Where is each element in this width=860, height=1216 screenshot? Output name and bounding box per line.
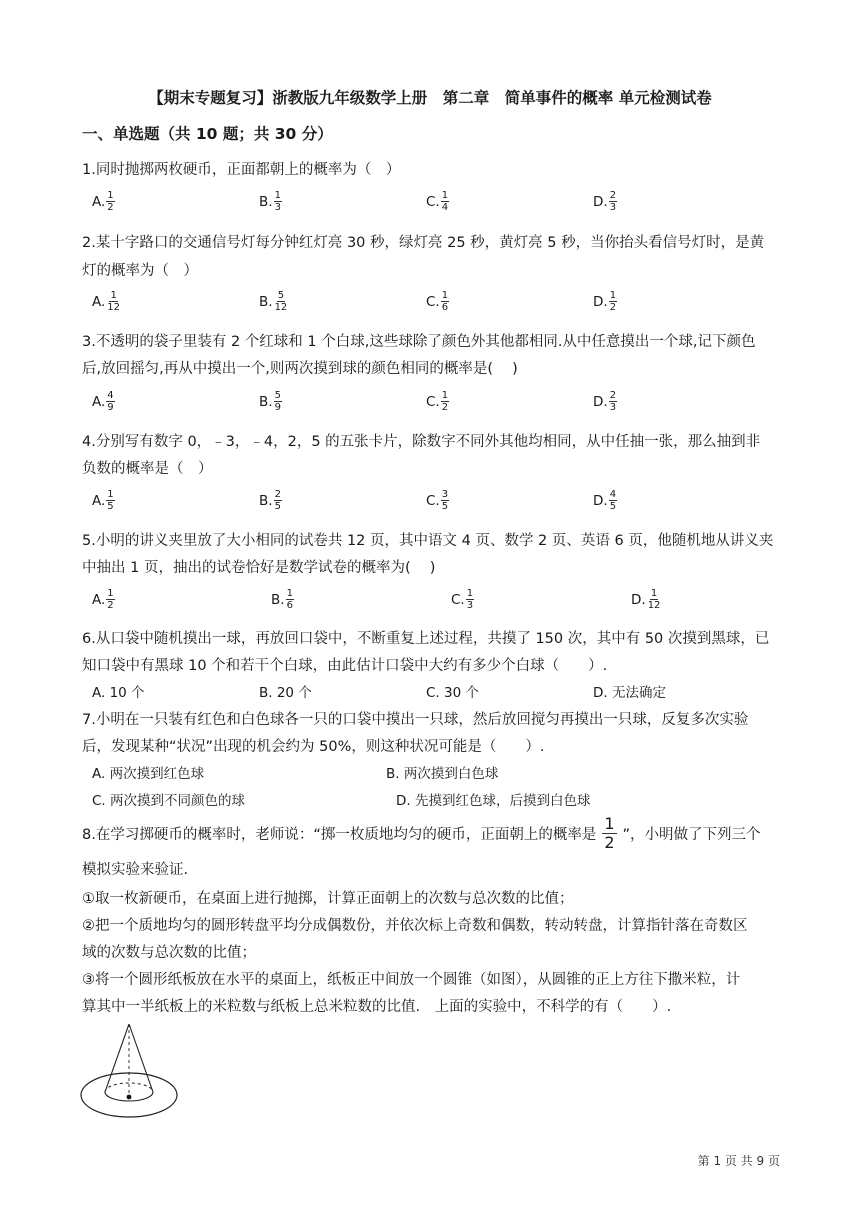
fraction: $\frac{5}{9}$ — [274, 390, 281, 413]
q1-option-a[interactable]: A. $\frac{1}{2}$ — [92, 190, 114, 213]
q4-option-b[interactable]: B. $\frac{2}{5}$ — [259, 489, 281, 512]
cone-left-edge — [105, 1024, 129, 1092]
cone-right-edge — [129, 1024, 153, 1092]
q7-option-d[interactable]: D. 先摸到红色球，后摸到白色球 — [396, 793, 591, 809]
section-heading: 一、单选题（共 10 题；共 30 分） — [82, 125, 333, 143]
q4-option-a[interactable]: A. $\frac{1}{5}$ — [92, 489, 114, 512]
center-dot — [127, 1095, 132, 1100]
question-6-stem-line1: 6.从口袋中随机摸出一球，再放回口袋中，不断重复上述过程，共摸了 150 次，其中有 50 次摸到黑球，已 — [82, 631, 770, 647]
q6-option-d[interactable]: D. 无法确定 — [593, 685, 666, 701]
cone-on-disc-figure — [78, 1020, 208, 1130]
question-6-stem-line2: 知口袋中有黑球 10 个和若干个白球，由此估计口袋中大约有多少个白球（ ）. — [82, 658, 608, 674]
q8-experiment-2-line1: ②把一个质地均匀的圆形转盘平均分成偶数份，并依次标上奇数和偶数，转动转盘，计算指针落在奇数区 — [82, 918, 748, 934]
fraction: $\frac{5}{12}$ — [274, 290, 288, 313]
q1-option-b[interactable]: B. $\frac{1}{3}$ — [259, 190, 281, 213]
question-4-stem-line2: 负数的概率是（ ） — [82, 461, 213, 477]
question-4-stem-line1: 4.分别写有数字 0，﹣3，﹣4，2，5 的五张卡片，除数字不同外其他均相同，从中任抽一张，那么抽到非 — [82, 434, 761, 450]
q8-experiment-2-line2: 域的次数与总次数的比值； — [82, 945, 256, 961]
q5-option-d[interactable]: D. $\frac{1}{12}$ — [631, 588, 661, 611]
q8-stem-part1: 8.在学习掷硬币的概率时，老师说：“掷一枚质地均匀的硬币，正面朝上的概率是 — [82, 827, 597, 843]
page-footer: 第 1 页 共 9 页 — [697, 1154, 780, 1168]
q3-option-d[interactable]: D. $\frac{2}{3}$ — [593, 390, 617, 413]
fraction: $\frac{1}{5}$ — [107, 489, 114, 512]
q2-option-c[interactable]: C. $\frac{1}{6}$ — [426, 290, 449, 313]
fraction: $\frac{1}{3}$ — [274, 190, 281, 213]
q2-option-d[interactable]: D. $\frac{1}{2}$ — [593, 290, 617, 313]
fraction: $\frac{1}{12}$ — [107, 290, 121, 313]
q3-option-b[interactable]: B. $\frac{5}{9}$ — [259, 390, 281, 413]
question-2-stem-line2: 灯的概率为（ ） — [82, 263, 198, 279]
question-8-stem-line2: 模拟实验来验证. — [82, 862, 189, 878]
fraction: $\frac{4}{9}$ — [107, 390, 114, 413]
fraction: $\frac{1}{4}$ — [441, 190, 449, 213]
q3-option-a[interactable]: A. $\frac{4}{9}$ — [92, 390, 114, 413]
fraction: $\frac{1}{2}$ — [107, 588, 114, 611]
question-5-stem-line2: 中抽出 1 页，抽出的试卷恰好是数学试卷的概率为( ) — [82, 560, 436, 576]
q3-option-c[interactable]: C. $\frac{1}{2}$ — [426, 390, 449, 413]
q2-option-a[interactable]: A. $\frac{1}{12}$ — [92, 290, 121, 313]
fraction: $\frac{1}{2}$ — [441, 390, 449, 413]
q7-option-c[interactable]: C. 两次摸到不同颜色的球 — [92, 793, 246, 809]
q6-option-a[interactable]: A. 10 个 — [92, 685, 145, 701]
question-7-stem-line1: 7.小明在一只装有红色和白色球各一只的口袋中摸出一只球，然后放回搅匀再摸出一只球，反复多次实验 — [82, 712, 749, 728]
q1-option-d[interactable]: D. $\frac{2}{3}$ — [593, 190, 617, 213]
q7-option-b[interactable]: B. 两次摸到白色球 — [386, 766, 499, 782]
q4-option-d[interactable]: D. $\frac{4}{5}$ — [593, 489, 617, 512]
fraction: $\frac{2}{3}$ — [609, 190, 617, 213]
q8-stem-part2: ”，小明做了下列三个 — [622, 827, 761, 843]
q5-option-b[interactable]: B. $\frac{1}{6}$ — [271, 588, 293, 611]
fraction: $\frac{2}{5}$ — [274, 489, 281, 512]
question-3-stem-line2: 后,放回摇匀,再从中摸出一个,则两次摸到球的颜色相同的概率是( ) — [82, 361, 518, 377]
fraction: $\frac{4}{5}$ — [609, 489, 617, 512]
fraction: $\frac{1}{12}$ — [647, 588, 661, 611]
q6-option-c[interactable]: C. 30 个 — [426, 685, 479, 701]
q8-experiment-3-line2: 算其中一半纸板上的米粒数与纸板上总米粒数的比值. 上面的实验中，不科学的有（ ）. — [82, 999, 672, 1015]
q7-option-a[interactable]: A. 两次摸到红色球 — [92, 766, 205, 782]
fraction: $\frac{3}{5}$ — [441, 489, 449, 512]
q8-experiment-3-line1: ③将一个圆形纸板放在水平的桌面上，纸板正中间放一个圆锥（如图），从圆锥的正上方往下撒米粒，计 — [82, 972, 741, 988]
question-3-stem-line1: 3.不透明的袋子里装有 2 个红球和 1 个白球,这些球除了颜色外其他都相同.从中任意摸出一个球,记下颜色 — [82, 334, 756, 350]
question-7-stem-line2: 后，发现某种“状况”出现的机会约为 50%，则这种状况可能是（ ）. — [82, 739, 545, 755]
q8-experiment-1: ①取一枚新硬币，在桌面上进行抛掷，计算正面朝上的次数与总次数的比值； — [82, 891, 574, 907]
question-2-stem-line1: 2.某十字路口的交通信号灯每分钟红灯亮 30 秒，绿灯亮 25 秒，黄灯亮 5 秒，当你抬头看信号灯时，是黄 — [82, 235, 765, 251]
fraction: $\frac{1}{2}$ — [609, 290, 617, 313]
q1-option-c[interactable]: C. $\frac{1}{4}$ — [426, 190, 449, 213]
fraction: $\frac{1}{6}$ — [286, 588, 293, 611]
q5-option-a[interactable]: A. $\frac{1}{2}$ — [92, 588, 114, 611]
q5-option-c[interactable]: C. $\frac{1}{3}$ — [451, 588, 474, 611]
question-5-stem-line1: 5.小明的讲义夹里放了大小相同的试卷共 12 页，其中语文 4 页、数学 2 页、英语 6 页，他随机地从讲义夹 — [82, 533, 774, 549]
question-1-stem: 1.同时抛掷两枚硬币，正面都朝上的概率为（ ） — [82, 162, 401, 178]
fraction: $\frac{1}{3}$ — [466, 588, 474, 611]
fraction: $\frac{2}{3}$ — [609, 390, 617, 413]
fraction: $\frac{1}{6}$ — [441, 290, 449, 313]
q4-option-c[interactable]: C. $\frac{3}{5}$ — [426, 489, 449, 512]
question-8-stem-line1 — [82, 815, 761, 852]
q6-option-b[interactable]: B. 20 个 — [259, 685, 312, 701]
fraction: $\frac{1}{2}$ — [107, 190, 114, 213]
q2-option-b[interactable]: B. $\frac{5}{12}$ — [259, 290, 288, 313]
fraction-one-half: 1 2 — [604, 814, 615, 852]
page-title: 【期末专题复习】浙教版九年级数学上册 第二章 简单事件的概率 单元检测试卷 — [148, 89, 712, 107]
